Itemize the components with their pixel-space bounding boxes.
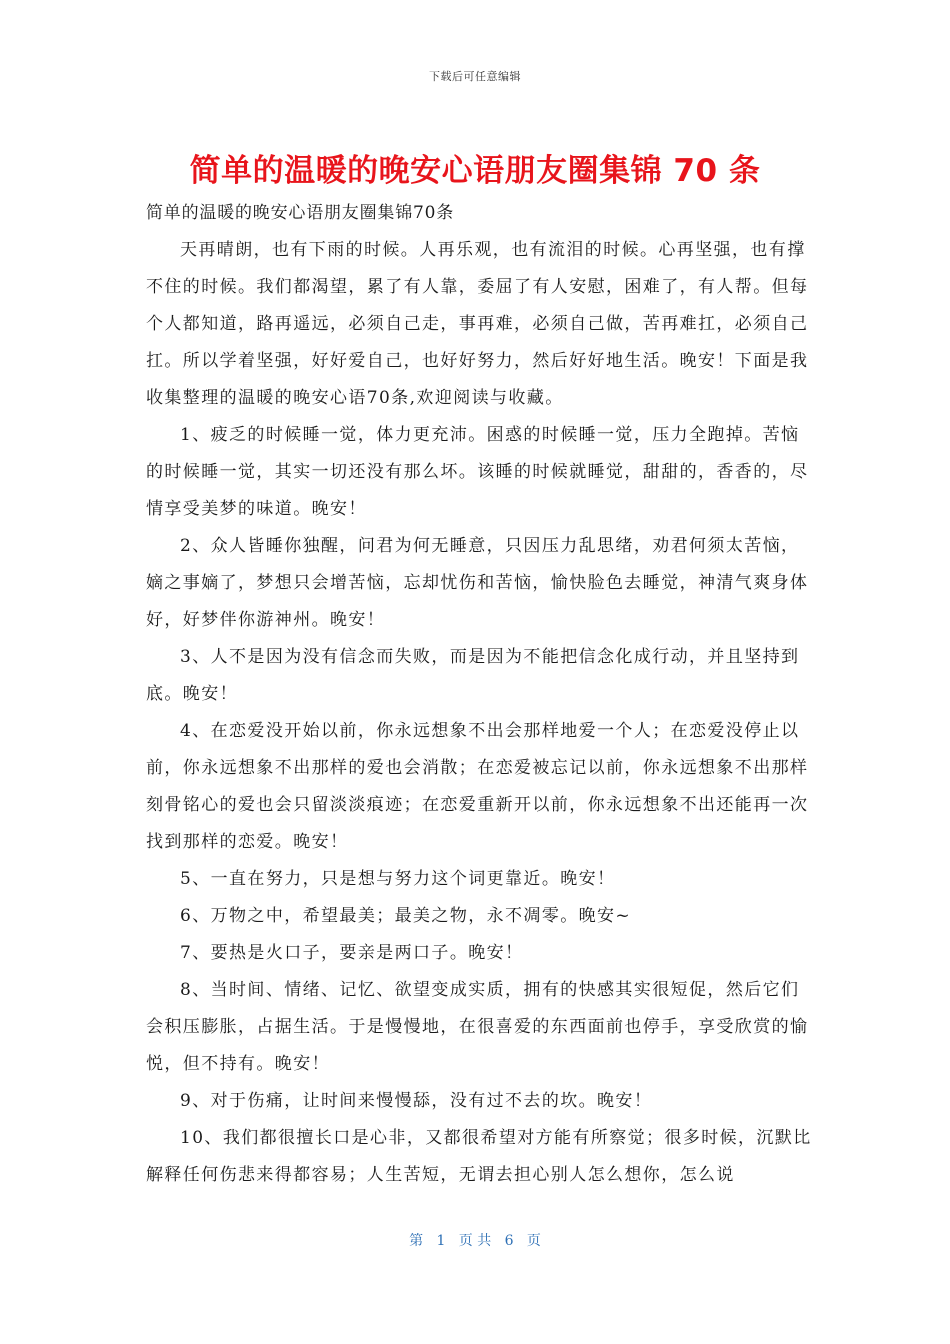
list-item: 3、人不是因为没有信念而失败，而是因为不能把信念化成行动，并且坚持到底。晚安！	[146, 647, 800, 704]
list-item: 4、在恋爱没开始以前，你永远想象不出会那样地爱一个人；在恋爱没停止以前，你永远想象不出那样的爱也会消散；在恋爱被忘记以前，你永远想象不出那样刻骨铭心的爱也会只留淡淡痕迹；在恋爱重新开以前，你永远想象不出还能再一次找到那样的恋爱。晚安！	[146, 721, 809, 852]
list-item: 7、要热是火口子，要亲是两口子。晚安！	[180, 943, 524, 963]
header-note: 下载后可任意编辑	[429, 70, 521, 83]
list-item: 5、一直在努力，只是想与努力这个词更靠近。晚安！	[180, 869, 616, 889]
list-item: 6、万物之中，希望最美；最美之物，永不凋零。晚安~	[180, 906, 632, 926]
document-title: 简单的温暖的晚安心语朋友圈集锦 70 条	[189, 153, 761, 189]
list-item: 10、我们都很擅长口是心非，又都很希望对方能有所察觉；很多时候，沉默比解释任何伤悲来得都容易；人生苦短，无谓去担心别人怎么想你，怎么说	[146, 1128, 812, 1185]
list-item: 8、当时间、情绪、记忆、欲望变成实质，拥有的快感其实很短促，然后它们会积压膨胀，占据生活。于是慢慢地，在很喜爱的东西面前也停手，享受欣赏的愉悦，但不持有。晚安！	[146, 980, 809, 1074]
list-item: 9、对于伤痛，让时间来慢慢舔，没有过不去的坎。晚安！	[180, 1091, 653, 1111]
document-body	[146, 195, 812, 1194]
list-item: 2、众人皆睡你独醒，问君为何无睡意，只因压力乱思绪，劝君何须太苦恼，嫡之事嫡了，梦想只会增苦恼，忘却忧伤和苦恼，愉快脸色去睡觉，神清气爽身体好，好梦伴你游神州。晚安！	[146, 536, 809, 630]
list-item: 1、疲乏的时候睡一觉，体力更充沛。困惑的时候睡一觉，压力全跑掉。苦恼的时候睡一觉，其实一切还没有那么坏。该睡的时候就睡觉，甜甜的，香香的，尽情享受美梦的味道。晚安！	[146, 425, 809, 519]
intro-paragraph: 天再晴朗，也有下雨的时候。人再乐观，也有流泪的时候。心再坚强，也有撑不住的时候。我们都渴望，累了有人靠，委屈了有人安慰，困难了，有人帮。但每个人都知道，路再遥远，必须自己走，事再难，必须自己做，苦再难扛，必须自己扛。所以学着坚强，好好爱自己，也好好努力，然后好好地生活。晚安！下面是我收集整理的温暖的晚安心语70条,欢迎阅读与收藏。	[146, 240, 809, 408]
page-footer: 第 1 页 共 6 页	[409, 1233, 541, 1249]
document-subtitle: 简单的温暖的晚安心语朋友圈集锦70条	[146, 203, 455, 223]
